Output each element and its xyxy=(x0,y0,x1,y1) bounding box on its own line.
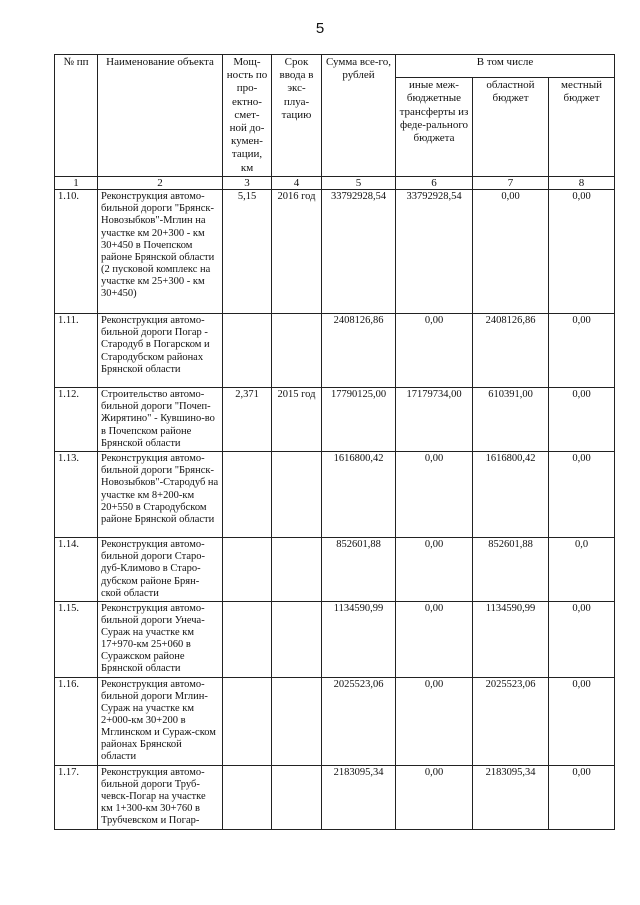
table-row xyxy=(55,314,615,388)
federal-transfers: 0,00 xyxy=(396,677,473,765)
table-row xyxy=(55,677,615,765)
commission-year xyxy=(272,601,322,677)
local-budget: 0,0 xyxy=(549,538,615,601)
object-name: Реконструкция автомо-бильной дороги Унеча-Сураж на участке км 17+970-км 25+060 в Суражском районе Брянской области xyxy=(98,601,223,677)
federal-transfers: 0,00 xyxy=(396,765,473,829)
commission-year xyxy=(272,314,322,388)
local-budget: 0,00 xyxy=(549,388,615,452)
row-number: 1.10. xyxy=(55,190,98,314)
object-name: Реконструкция автомо-бильной дороги Погар - Стародуб в Погарском и Стародубском районах Брянской области xyxy=(98,314,223,388)
table-row xyxy=(55,452,615,538)
column-number: 4 xyxy=(272,176,322,190)
table-row xyxy=(55,601,615,677)
federal-transfers: 0,00 xyxy=(396,452,473,538)
power-value xyxy=(223,452,272,538)
power-value: 2,371 xyxy=(223,388,272,452)
total-sum: 17790125,00 xyxy=(322,388,396,452)
table-body xyxy=(55,190,615,829)
column-number: 1 xyxy=(55,176,98,190)
header-local-budget: местный бюджет xyxy=(549,78,615,177)
row-number: 1.11. xyxy=(55,314,98,388)
regional-budget: 2025523,06 xyxy=(473,677,549,765)
local-budget: 0,00 xyxy=(549,601,615,677)
power-value xyxy=(223,314,272,388)
table-row xyxy=(55,388,615,452)
table-row xyxy=(55,538,615,601)
power-value xyxy=(223,765,272,829)
commission-year xyxy=(272,538,322,601)
header-federal-transfers: иные меж-бюджетные трансферты из феде-рального бюджета xyxy=(396,78,473,177)
column-number: 7 xyxy=(473,176,549,190)
commission-year: 2016 год xyxy=(272,190,322,314)
object-name: Строительство автомо-бильной дороги "Почеп-Жирятино" - Кувшино-во в Почепском районе Брянской области xyxy=(98,388,223,452)
total-sum: 852601,88 xyxy=(322,538,396,601)
regional-budget: 0,00 xyxy=(473,190,549,314)
row-number: 1.14. xyxy=(55,538,98,601)
table-header xyxy=(55,55,615,190)
object-name: Реконструкция автомо-бильной дороги "Брянск-Новозыбков"-Стародуб на участке км 8+200-км 20+550 в Стародубском районе Брянской области xyxy=(98,452,223,538)
object-name: Реконструкция автомо-бильной дороги Старо-дуб-Климово в Старо-дубском районе Брян-ской области xyxy=(98,538,223,601)
column-number: 2 xyxy=(98,176,223,190)
local-budget: 0,00 xyxy=(549,190,615,314)
regional-budget: 2183095,34 xyxy=(473,765,549,829)
header-total-sum: Сумма все-го, рублей xyxy=(322,55,396,177)
header-power: Мощ-ность по про-ектно-смет-ной до-кумен-тации, км xyxy=(223,55,272,177)
commission-year xyxy=(272,452,322,538)
object-name: Реконструкция автомо-бильной дороги Мглин-Сураж на участке км 2+000-км 30+200 в Мглинском и Сураж-ском районах Брянской области xyxy=(98,677,223,765)
header-object-name: Наименование объекта xyxy=(98,55,223,177)
commission-year xyxy=(272,677,322,765)
local-budget: 0,00 xyxy=(549,452,615,538)
federal-transfers: 0,00 xyxy=(396,538,473,601)
power-value xyxy=(223,538,272,601)
object-name: Реконструкция автомо-бильной дороги "Брянск-Новозыбков"-Мглин на участке км 20+300 - км 30+450 в Почепском районе Брянской области (2 пусковой комплекс на участке км 25+300 - км 30+450) xyxy=(98,190,223,314)
total-sum: 33792928,54 xyxy=(322,190,396,314)
financing-table xyxy=(54,54,615,830)
page-number: 5 xyxy=(315,20,325,37)
header-commission-term: Срок ввода в экс-плуа-тацию xyxy=(272,55,322,177)
total-sum: 2025523,06 xyxy=(322,677,396,765)
federal-transfers: 33792928,54 xyxy=(396,190,473,314)
power-value xyxy=(223,677,272,765)
local-budget: 0,00 xyxy=(549,677,615,765)
column-number: 3 xyxy=(223,176,272,190)
power-value: 5,15 xyxy=(223,190,272,314)
federal-transfers: 0,00 xyxy=(396,314,473,388)
regional-budget: 852601,88 xyxy=(473,538,549,601)
row-number: 1.16. xyxy=(55,677,98,765)
row-number: 1.12. xyxy=(55,388,98,452)
column-number: 5 xyxy=(322,176,396,190)
header-including: В том числе xyxy=(396,55,615,78)
column-numbers-row xyxy=(55,176,615,190)
header-regional-budget: областной бюджет xyxy=(473,78,549,177)
local-budget: 0,00 xyxy=(549,765,615,829)
total-sum: 2183095,34 xyxy=(322,765,396,829)
regional-budget: 2408126,86 xyxy=(473,314,549,388)
regional-budget: 610391,00 xyxy=(473,388,549,452)
total-sum: 1134590,99 xyxy=(322,601,396,677)
row-number: 1.17. xyxy=(55,765,98,829)
regional-budget: 1134590,99 xyxy=(473,601,549,677)
column-number: 6 xyxy=(396,176,473,190)
row-number: 1.13. xyxy=(55,452,98,538)
header-number: № пп xyxy=(55,55,98,177)
power-value xyxy=(223,601,272,677)
total-sum: 1616800,42 xyxy=(322,452,396,538)
object-name: Реконструкция автомо-бильной дороги Труб-чевск-Погар на участке км 1+300-км 30+760 в Трубчевском и Погар- xyxy=(98,765,223,829)
total-sum: 2408126,86 xyxy=(322,314,396,388)
column-number: 8 xyxy=(549,176,615,190)
commission-year: 2015 год xyxy=(272,388,322,452)
federal-transfers: 0,00 xyxy=(396,601,473,677)
regional-budget: 1616800,42 xyxy=(473,452,549,538)
table-row xyxy=(55,190,615,314)
federal-transfers: 17179734,00 xyxy=(396,388,473,452)
row-number: 1.15. xyxy=(55,601,98,677)
local-budget: 0,00 xyxy=(549,314,615,388)
table-row xyxy=(55,765,615,829)
commission-year xyxy=(272,765,322,829)
